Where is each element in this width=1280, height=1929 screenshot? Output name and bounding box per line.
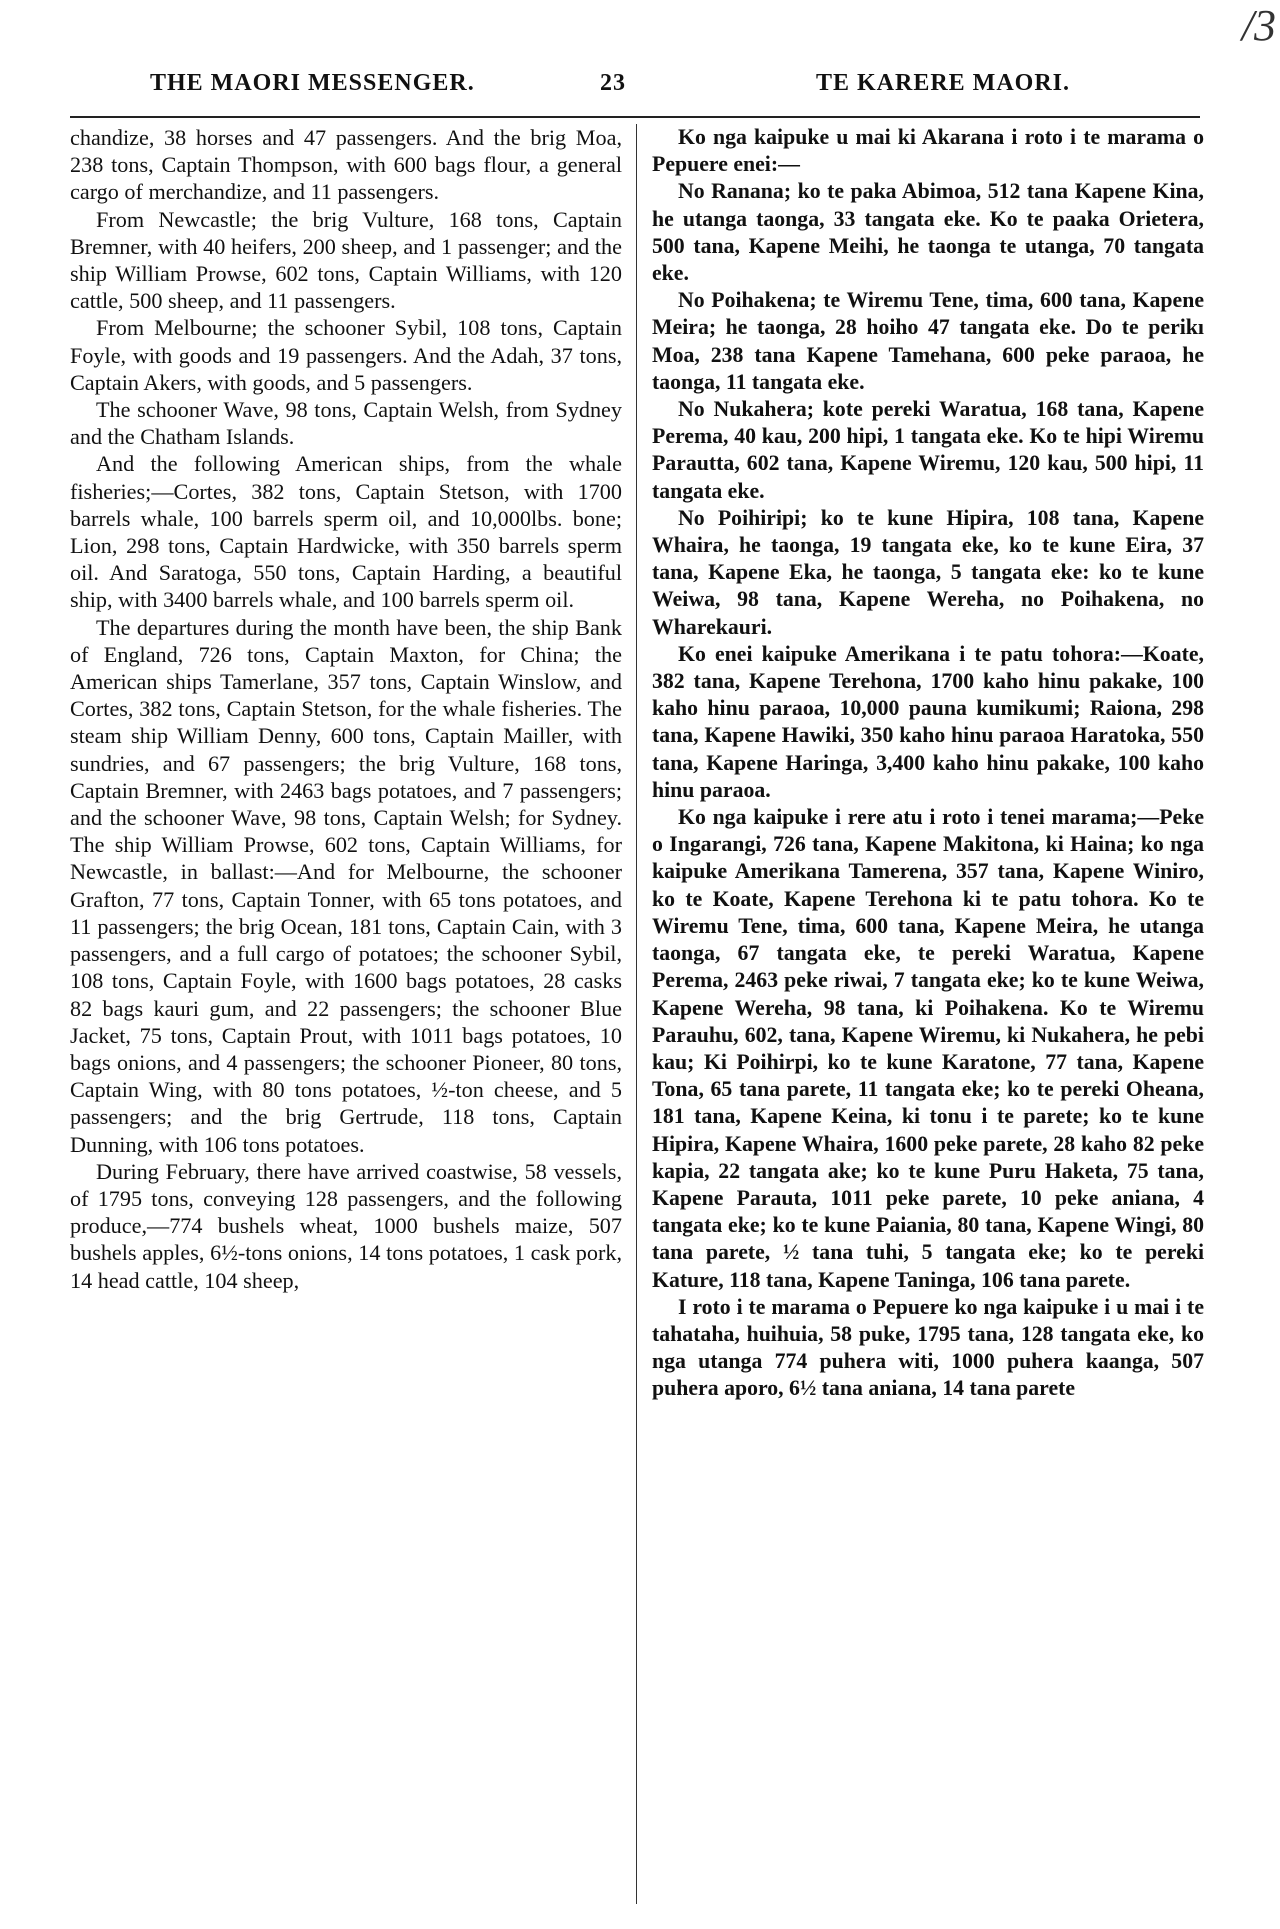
page-number: 23 [600, 70, 626, 96]
english-paragraph: The schooner Wave, 98 tons, Captain Welsh, from Sydney and the Chatham Islands. [70, 397, 622, 450]
maori-paragraph: Ko enei kaipuke Amerikana i te patu tohora:—Koate, 382 tana, Kapene Terehona, 1700 kaho hinu pakake, 100 kaho hinu paraoa, 10,000 pauna kumikumi; Raiona, 298 tana, Kapene Hawiki, 350 kaho hinu paraoa Haratoka, 550 tana, Kapene Haringa, 3,400 kaho hinu pakake, 100 kaho hinu paraoa. [652, 641, 1204, 802]
maori-paragraph: No Poihakena; te Wiremu Tene, tima, 600 tana, Kapene Meira; he taonga, 28 hoiho 47 tangata eke. Do te perikı Moa, 238 tana Kapene Tamehana, 600 peke paraoa, he taonga, 11 tangata eke. [652, 288, 1204, 394]
header-maori-title: TE KARERE MAORI. [815, 70, 1070, 96]
english-paragraph: From Newcastle; the brig Vulture, 168 tons, Captain Bremner, with 40 heifers, 200 sheep, and 1 passenger; and the ship William Prowse, 602 tons, Captain Williams, with 120 cattle, 500 sheep, and 11 passengers. [70, 206, 622, 314]
maori-paragraph: No Ranana; ko te paka Abimoa, 512 tana Kapene Kina, he utanga taonga, 33 tangata eke. Ko te paaka Orietera, 500 tana, Kapene Meihi, he taonga te utanga, 70 tangata eke. [652, 179, 1204, 286]
maori-paragraph: Ko nga kaipuke i rere atu i roto i tenei marama;—Peke o Ingarangi, 726 tana, Kapene Makitona, ki Haina; ko nga kaipuke Amerikana Tamerena, 357 tana, Kapene Winiro, ko te Koate, Kapene Terehona ki te patu tohora. Ko te Wiremu Tene, tima, 600 tana, Kapene Meira, he utanga taonga, 67 tangata eke, te pereki Waratua, Kapene Perema, 2463 peke riwai, 7 tangata eke; ko te kune Weiwa, Kapene Wereha, 98 tana, ki Poihakena. Ko te Wiremu Parauhu, 602, tana, Kapene Wiremu, ki Nukahera, he pebi kau; Ki Poihirpi, ko te kune Karatone, 77 tana, Kapene Tona, 65 tana parete, 11 tangata eke; ko te pereki Oheana, 181 tana, Kapene Keina, ki tonu i te parete; ko te kune Hipira, Kapene Whaira, 1600 peke parete, 28 kaho 82 peke kapia, 22 tangata ake; ko te kune Puru Haketa, 75 tana, Kapene Parauta, 1011 peke parete, 10 peke aniana, 4 tangata eke; ko te kune Paiania, 80 tana, Kapene Wingi, 80 tana parete, ½ tana tuhi, 5 tangata eke; ko te pereki Kature, 118 tana, Kapene Taninga, 106 tana parete. [652, 805, 1204, 1292]
header-rule [70, 116, 1200, 118]
maori-column [652, 124, 1204, 1403]
page-handwritten-mark: /3 [1241, 1, 1276, 50]
maori-paragraph: Ko nga kaipuke u mai ki Akarana i roto i te marama o Pepuere enei:— [652, 125, 1204, 177]
maori-paragraph: I roto i te marama o Pepuere ko nga kaipuke i u mai i te tahataha, huihuia, 58 puke, 1795 tana, 128 tangata eke, ko nga utanga 774 puhera witi, 1000 puhera kaanga, 507 puhera aporo, 6½ tana aniana, 14 tana parete [652, 1294, 1204, 1401]
page-header [150, 70, 1070, 106]
header-english-title: THE MAORI MESSENGER. [150, 70, 475, 96]
english-paragraph: And the following American ships, from the whale fisheries;—Cortes, 382 tons, Captain Stetson, with 1700 barrels whale, 100 barrels sperm oil, and 10,000lbs. bone; Lion, 298 tons, Captain Hardwicke, with 350 barrels sperm oil. And Saratoga, 550 tons, Captain Harding, a beautiful ship, with 3400 barrels whale, and 100 barrels sperm oil. [70, 451, 622, 613]
english-paragraph: From Melbourne; the schooner Sybil, 108 tons, Captain Foyle, with goods and 19 passengers. And the Adah, 37 tons, Captain Akers, with goods, and 5 passengers. [70, 315, 622, 395]
english-column [70, 124, 622, 1294]
english-paragraph: chandize, 38 horses and 47 passengers. And the brig Moa, 238 tons, Captain Thompson, with 600 bags flour, a general cargo of merchandize, and 11 passengers. [70, 125, 622, 205]
maori-paragraph: No Nukahera; kote pereki Waratua, 168 tana, Kapene Perema, 40 kau, 200 hipi, 1 tangata eke. Ko te hipi Wiremu Parautta, 602 tana, Kapene Wiremu, 120 kau, 500 hipi, 11 tangata eke. [652, 397, 1204, 503]
maori-paragraph: No Poihiripi; ko te kune Hipira, 108 tana, Kapene Whaira, he taonga, 19 tangata eke, ko te kune Eira, 37 tana, Kapene Eka, he taonga, 5 tangata eke: ko te kune Weiwa, 98 tana, Kapene Wereha, no Poihakena, no Wharekauri. [652, 505, 1204, 639]
column-divider [636, 124, 637, 1904]
english-paragraph: During February, there have arrived coastwise, 58 vessels, of 1795 tons, conveying 128 passengers, and the following produce,—774 bushels wheat, 1000 bushels maize, 507 bushels apples, 6½-tons onions, 14 tons potatoes, 1 cask pork, 14 head cattle, 104 sheep, [70, 1158, 622, 1293]
english-paragraph: The departures during the month have been, the ship Bank of England, 726 tons, Captain Maxton, for China; the American ships Tamerlane, 357 tons, Captain Winslow, and Cortes, 382 tons, Captain Stetson, for the whale fisheries. The steam ship William Denny, 600 tons, Captain Mailler, with sundries, and 67 passengers; the brig Vulture, 168 tons, Captain Bremner, with 2463 bags potatoes, and 7 passengers; and the schooner Wave, 98 tons, Captain Welsh; for Sydney. The ship William Prowse, 602 tons, Captain Williams, for Newcastle, in ballast:—And for Melbourne, the schooner Grafton, 77 tons, Captain Tonner, with 65 tons potatoes, and 11 passengers; the brig Ocean, 181 tons, Captain Cain, with 3 passengers, and a full cargo of potatoes; the schooner Sybil, 108 tons, Captain Foyle, with 1600 bags potatoes, 28 casks 82 bags kauri gum, and 22 passengers; the schooner Blue Jacket, 75 tons, Captain Prout, with 1011 bags potatoes, 10 bags onions, and 4 passengers; the schooner Pioneer, 80 tons, Captain Wing, with 80 tons potatoes, ½-ton cheese, and 5 passengers; and the brig Gertrude, 118 tons, Captain Dunning, with 106 tons potatoes. [70, 614, 622, 1157]
